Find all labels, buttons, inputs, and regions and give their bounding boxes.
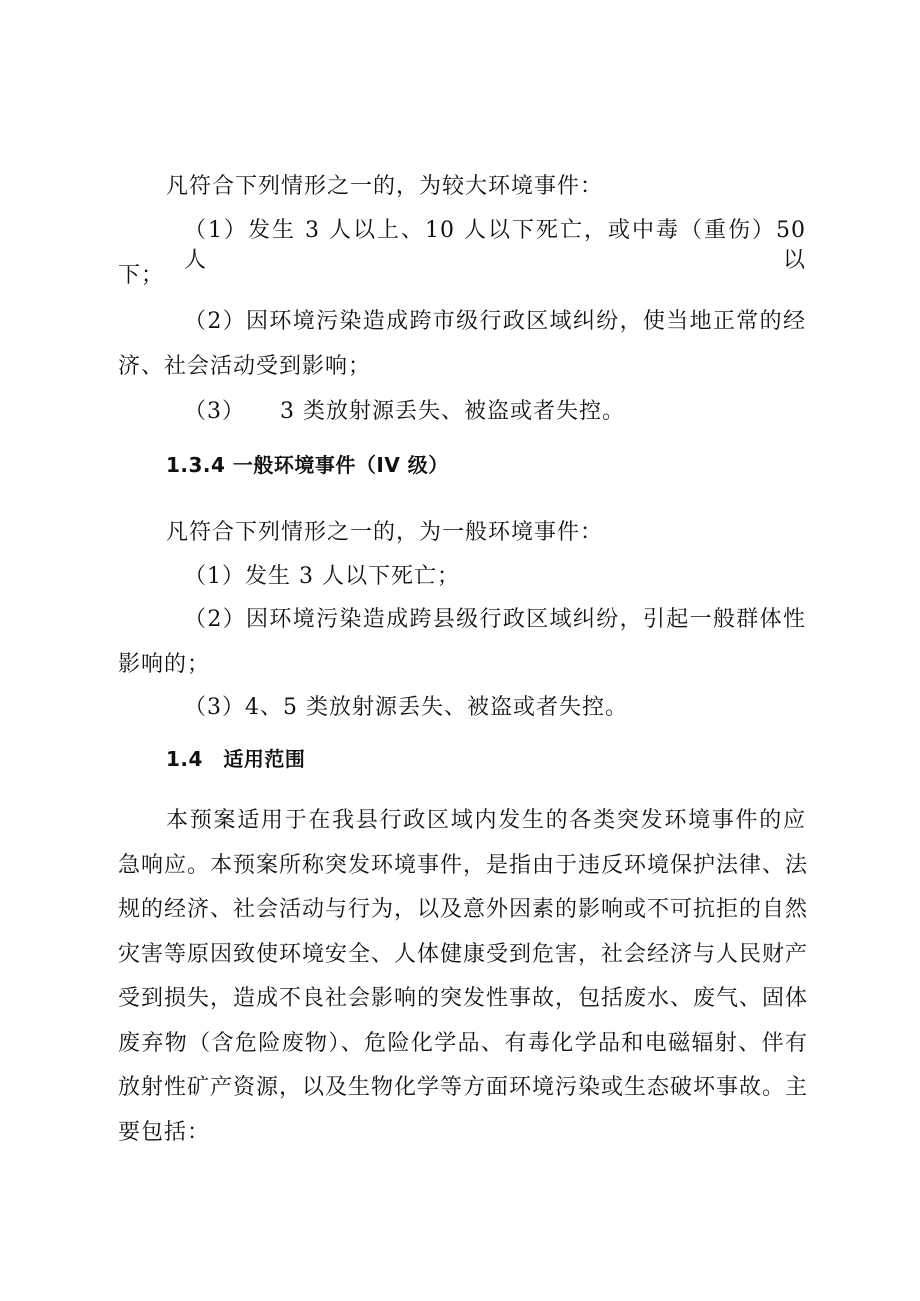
- paragraph-scope-line: 废弃物（含危险废物）、危险化学品、有毒化学品和电磁辐射、伴有: [118, 1031, 808, 1056]
- list-item-major-3: （3） 3 类放射源丢失、被盗或者失控。: [184, 399, 625, 424]
- section-heading-1-3-4: 1.3.4 一般环境事件（IV 级）: [166, 453, 449, 477]
- list-item-general-2-line2: 影响的；: [118, 652, 211, 677]
- paragraph-scope-line: 放射性矿产资源，以及生物化学等方面环境污染或生态破坏事故。主: [118, 1075, 809, 1100]
- paragraph-intro-general-event: 凡符合下列情形之一的，为一般环境事件：: [166, 520, 604, 545]
- paragraph-scope-line: 灾害等原因致使环境安全、人体健康受到危害，社会经济与人民财产: [118, 942, 809, 967]
- list-item-general-3: （3）4、5 类放射源丢失、被盗或者失控。: [184, 695, 628, 720]
- list-item-general-1: （1）发生 3 人以下死亡；: [184, 564, 460, 589]
- list-item-major-1-line2: 下；: [118, 263, 165, 288]
- paragraph-scope-line: 规的经济、社会活动与行为，以及意外因素的影响或不可抗拒的自然: [118, 897, 809, 922]
- list-item-major-1-line1: （1）发生 3 人以上、10 人以下死亡，或中毒（重伤）50 人以: [184, 218, 806, 273]
- section-heading-1-4: 1.4 适用范围: [166, 747, 306, 771]
- list-item-general-2-line1: （2）因环境污染造成跨县级行政区域纠纷，引起一般群体性: [184, 607, 806, 632]
- paragraph-scope-line: 受到损失，造成不良社会影响的突发性事故，包括废水、废气、固体: [118, 986, 809, 1011]
- list-item-major-2-line2: 济、社会活动受到影响；: [118, 354, 372, 379]
- paragraph-scope-line: 本预案适用于在我县行政区域内发生的各类突发环境事件的应: [166, 808, 806, 833]
- list-item-major-2-line1: （2）因环境污染造成跨市级行政区域纠纷，使当地正常的经: [184, 309, 806, 334]
- paragraph-intro-major-event: 凡符合下列情形之一的，为较大环境事件：: [166, 174, 604, 199]
- paragraph-scope-line: 要包括：: [118, 1120, 211, 1145]
- paragraph-scope-line: 急响应。本预案所称突发环境事件，是指由于违反环境保护法律、法: [118, 853, 809, 878]
